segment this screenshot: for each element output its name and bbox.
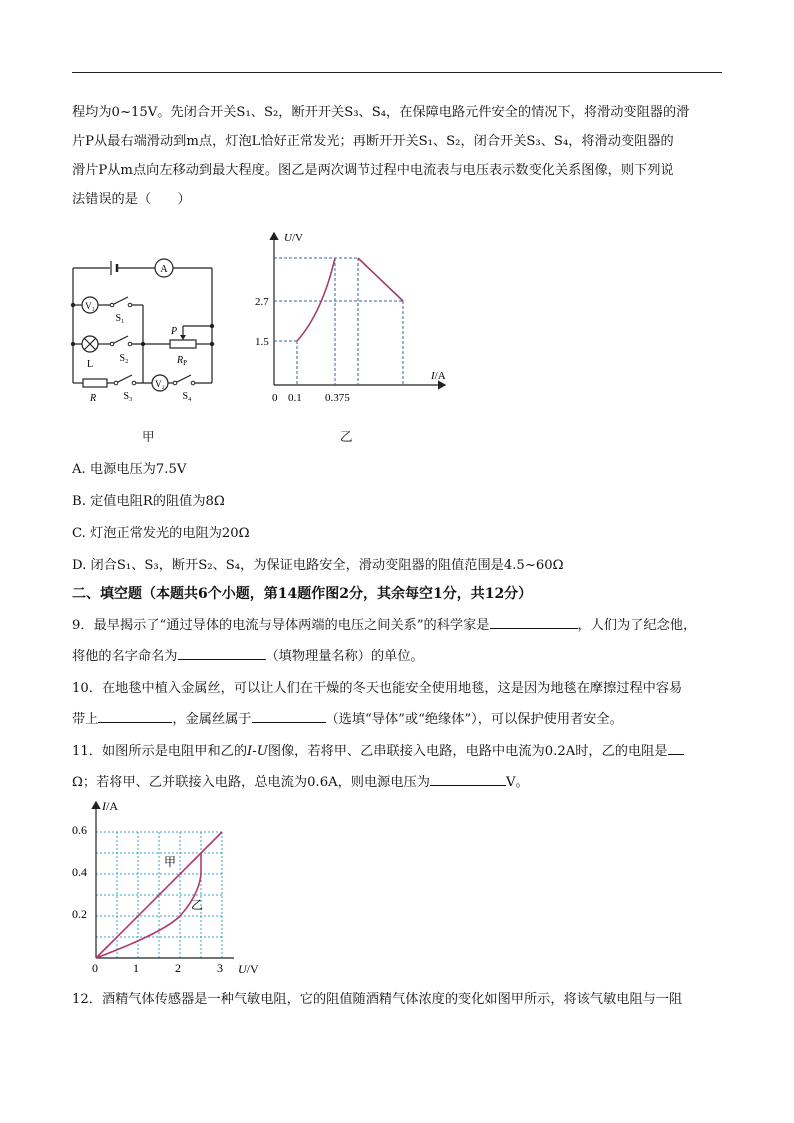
q9-text-1b: ，人们为了纪念他， — [577, 618, 697, 633]
x-axis-label — [430, 370, 446, 382]
s4-label: S₄ — [182, 391, 192, 402]
xtick-0.375: 0.375 — [325, 392, 350, 404]
lamp-curve — [297, 258, 335, 341]
q11-line-1 — [72, 740, 684, 759]
label-jia: 甲 — [164, 855, 177, 869]
q11-var: I-U — [247, 744, 268, 759]
q8-stem — [72, 98, 724, 214]
x-axis-var: I — [431, 370, 435, 382]
x-axis-unit: /V — [246, 962, 259, 976]
s2-label: S₂ — [119, 353, 129, 364]
option-b-text: 定值电阻R的阻值为8Ω — [90, 494, 225, 509]
option-b-letter: B. — [72, 494, 86, 509]
q10-line-2 — [72, 708, 623, 727]
series-jia-line — [96, 832, 222, 958]
q12-line-1: 12．酒精气体传感器是一种气敏电阻，它的阻值随酒精气体浓度的变化如图甲所示，将该气敏电阻与一阻 — [72, 992, 683, 1007]
q10-blank-1[interactable] — [98, 708, 172, 723]
q11-text-2b: V。 — [505, 775, 529, 790]
option-c-letter: C. — [72, 526, 86, 541]
q10-blank-2[interactable] — [252, 708, 326, 723]
rheostat-label-main: R — [176, 355, 184, 366]
origin-label: 0 — [272, 392, 278, 404]
y-axis-label — [284, 232, 303, 244]
header-rule — [72, 72, 722, 73]
rheostat-line — [358, 258, 403, 301]
q9-text-2b: （填物理量名称）的单位。 — [265, 649, 424, 664]
y-axis-label — [101, 799, 118, 813]
rheostat-label-sub: P — [183, 359, 188, 367]
xtick-2: 2 — [175, 961, 181, 975]
y-axis-var: U — [284, 232, 292, 244]
iu-graph — [60, 796, 280, 981]
slider-arrow — [180, 335, 186, 340]
q9-text-2a: 将他的名字命名为 — [72, 649, 178, 664]
y-axis-unit: /V — [291, 232, 303, 244]
s3-label: S₃ — [123, 391, 133, 402]
x-axis-unit: /A — [434, 370, 446, 382]
xtick-3: 3 — [217, 961, 223, 975]
option-a-text: 电源电压为7.5V — [89, 462, 187, 477]
q10-line-1: 10．在地毯中植入金属丝，可以让人们在干燥的冬天也能安全使用地毯，这是因为地毯在摩擦过程中容易 — [72, 681, 683, 696]
graph-caption: 乙 — [340, 429, 353, 444]
circuit-caption: 甲 — [142, 429, 155, 444]
q11-line-2 — [72, 771, 529, 790]
resistor-r-symbol — [83, 379, 107, 387]
xtick-1: 1 — [133, 961, 139, 975]
q8-line-1: 程均为0~15V。先闭合开关S₁、S₂，断开开关S₃、S₄，在保障电路元件安全的情况下，将滑动变阻器的滑 — [72, 105, 690, 120]
ytick-1.5: 1.5 — [255, 336, 269, 348]
option-b[interactable] — [72, 490, 225, 509]
section-heading: 二、填空题（本题共6个小题，第14题作图2分，其余每空1分，共12分） — [72, 586, 533, 602]
slider-label: P — [170, 326, 178, 337]
xtick-0: 0 — [92, 961, 98, 975]
q9-line-1 — [72, 614, 696, 633]
series-layer — [96, 832, 222, 958]
ui-graph — [250, 225, 460, 410]
ammeter-label: A — [160, 264, 168, 275]
circuit-diagram — [60, 250, 230, 410]
ytick-2.7: 2.7 — [255, 296, 269, 308]
rheostat-symbol — [170, 340, 196, 348]
q9-blank-1[interactable] — [490, 614, 578, 629]
q11-text-1b: 图像，若将甲、乙串联接入电路，电路中电流为0.2A时，乙的电阻是 — [267, 744, 668, 759]
xtick-0.1: 0.1 — [288, 392, 302, 404]
q10-text-2c: （选填“导体”或“绝缘体”），可以保护使用者安全。 — [325, 712, 623, 727]
q10-text-2b: ，金属丝属于 — [172, 712, 252, 727]
x-axis-var: U — [238, 962, 247, 976]
ytick-0.2: 0.2 — [72, 907, 87, 921]
voltmeter-v2-label: V₂ — [155, 379, 165, 389]
q9-blank-2[interactable] — [178, 645, 266, 660]
q11-blank-2[interactable] — [430, 771, 506, 786]
rheostat-label — [176, 355, 187, 367]
lamp-label: L — [86, 359, 94, 370]
label-yi: 乙 — [191, 898, 204, 912]
q9-text-1a: 9．最早揭示了“通过导体的电流与导体两端的电压之间关系”的科学家是 — [72, 618, 490, 633]
ytick-0.4: 0.4 — [72, 865, 87, 879]
option-d[interactable] — [72, 554, 564, 573]
q8-line-2: 片P从最右端滑动到m点，灯泡L恰好正常发光；再断开开关S₁、S₂，闭合开关S₃、S₄，将滑动变阻器的 — [72, 134, 674, 149]
q11-text-2a: Ω；若将甲、乙并联接入电路，总电流为0.6A，则电源电压为 — [72, 775, 430, 790]
q8-line-3: 滑片P从m点向左移动到最大程度。图乙是两次调节过程中电流表与电压表示数变化关系图像，则下列说 — [72, 163, 674, 178]
x-axis-label — [238, 962, 259, 976]
voltmeter-v1-label: V₁ — [85, 301, 95, 311]
q9-line-2 — [72, 645, 424, 664]
q10-text-2a: 带上 — [72, 712, 99, 727]
resistor-r-label: R — [89, 393, 97, 404]
option-d-text: 闭合S₁、S₃，断开S₂、S₄，为保证电路安全，滑动变阻器的阻值范围是4.5~60Ω — [90, 558, 564, 573]
guide-lines — [274, 258, 403, 385]
y-axis-var: I — [102, 799, 106, 813]
q11-blank-1[interactable] — [668, 740, 684, 755]
ytick-0.6: 0.6 — [72, 823, 87, 837]
q11-text-1a: 11．如图所示是电阻甲和乙的 — [72, 744, 248, 759]
q8-line-4: 法错误的是（ ） — [72, 192, 191, 207]
y-axis-unit: /A — [106, 799, 118, 813]
option-a[interactable] — [72, 458, 186, 477]
option-c[interactable] — [72, 522, 250, 541]
option-d-letter: D. — [72, 558, 87, 573]
option-c-text: 灯泡正常发光的电阻为20Ω — [90, 526, 250, 541]
option-a-letter: A. — [72, 462, 86, 477]
s1-label: S₁ — [115, 313, 125, 324]
